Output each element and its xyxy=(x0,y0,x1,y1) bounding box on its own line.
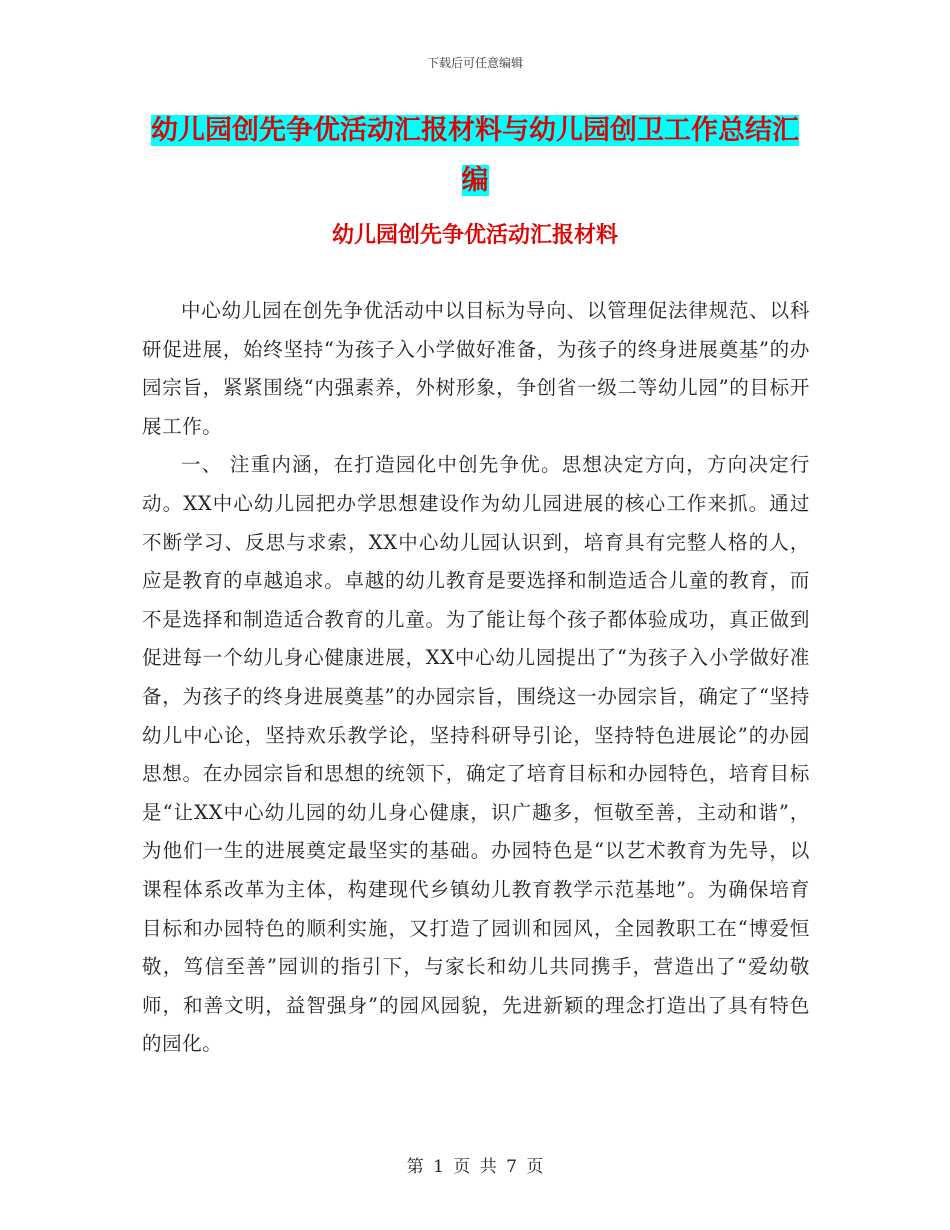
header-note: 下载后可任意编辑 xyxy=(426,56,523,70)
footer-total-pages: 7 xyxy=(506,1157,517,1177)
document-title-text: 幼儿园创先争优活动汇报材料与幼儿园创卫工作总结汇编 xyxy=(151,115,799,196)
page-footer xyxy=(0,1152,950,1177)
footer-prefix: 第 xyxy=(406,1157,424,1177)
document-title xyxy=(140,106,810,206)
paragraph-intro: 中心幼儿园在创先争优活动中以目标为导向、以管理促法律规范、以科研促进展，始终坚持“为孩子入小学做好准备，为孩子的终身进展奠基”的办园宗旨，紧紧围绕“内强素养，外树形象，争创省一级二等幼儿园”的目标开展工作。 xyxy=(142,299,810,438)
document-body xyxy=(142,292,810,1064)
section-title: 幼儿园创先争优活动汇报材料 xyxy=(331,223,618,248)
footer-total-word: 共 xyxy=(479,1157,497,1177)
footer-page-word: 页 xyxy=(453,1157,471,1177)
footer-current-page: 1 xyxy=(433,1157,444,1177)
footer-suffix: 页 xyxy=(526,1157,544,1177)
paragraph-section-one: 一、 注重内涵，在打造园化中创先争优。思想决定方向，方向决定行动。XX中心幼儿园把办学思想建设作为幼儿园进展的核心工作来抓。通过不断学习、反思与求索，XX中心幼儿园认识到，培育具有完整人格的人，应是教育的卓越追求。卓越的幼儿教育是要选择和制造适合儿童的教育，而不是选择和制造适合教育的儿童。为了能让每个孩子都体验成功，真正做到促进每一个幼儿身心健康进展，XX中心幼儿园提出了“为孩子入小学做好准备，为孩子的终身进展奠基”的办园宗旨，围绕这一办园宗旨，确定了“坚持幼儿中心论，坚持欢乐教学论，坚持科研导引论，坚持特色进展论”的办园思想。在办园宗旨和思想的统领下，确定了培育目标和办园特色，培育目标是“让XX中心幼儿园的幼儿身心健康，识广趣多，恒敬至善，主动和谐”，为他们一生的进展奠定最坚实的基础。办园特色是“以艺术教育为先导，以课程体系改革为主体，构建现代乡镇幼儿教育教学示范基地”。为确保培育目标和办园特色的顺利实施，又打造了园训和园风，全园教职工在“博爱恒敬，笃信至善”园训的指引下，与家长和幼儿共同携手，营造出了“爱幼敬师，和善文明，益智强身”的园风园貌，先进新颖的理念打造出了具有特色的园化。 xyxy=(142,453,810,1056)
